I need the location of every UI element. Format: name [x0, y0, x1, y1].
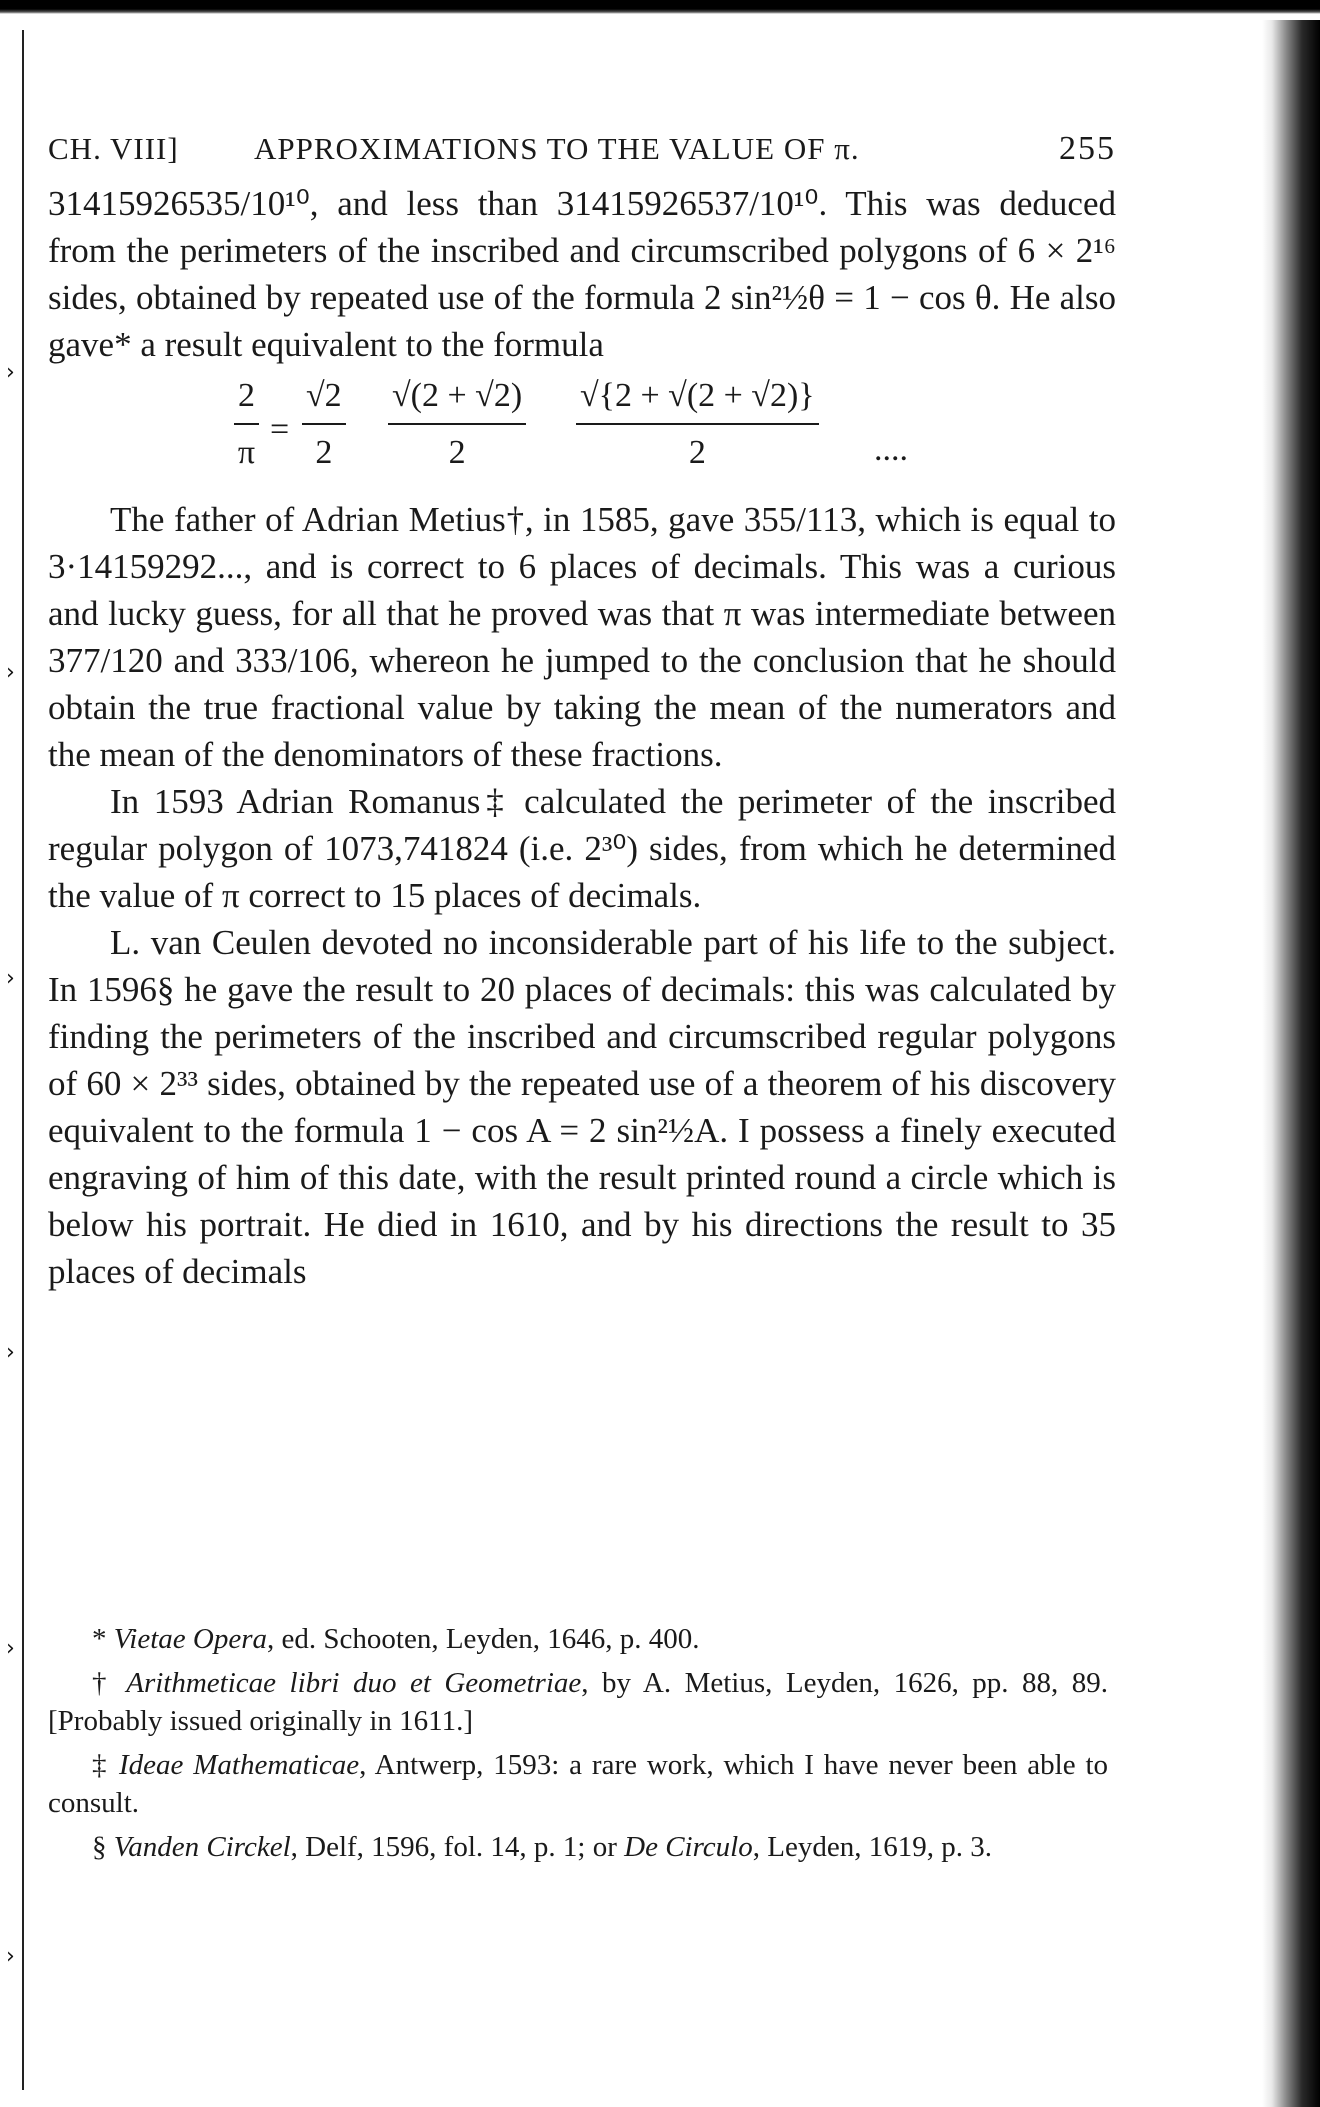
footnote-4-title: Vanden Circkel — [113, 1831, 291, 1863]
footnote-4-title-2: De Circulo — [624, 1831, 753, 1863]
paragraph-continuation: 31415926535/10¹⁰, and less than 31415926537/10¹⁰. This was deduced from the perimeters of the inscribed and circumscribed polygons of 6 × 2¹⁶ sides, obtained by repeated use of the formula 2 sin²½θ = 1 − cos θ. He also gave* a result equivalent to the formula — [48, 184, 1116, 364]
formula-equals: = — [270, 411, 290, 448]
margin-arrow-icon: › — [6, 360, 15, 385]
footnotes — [48, 1620, 1108, 1872]
page-body — [48, 130, 1116, 1295]
running-head — [48, 130, 1116, 174]
formula-fraction-1: $\frac{√2}{2}$ — [302, 372, 346, 476]
chapter-label: CH. VIII] — [48, 131, 179, 166]
paragraph-metius: The father of Adrian Metius†, in 1585, gave 355/113, which is equal to 3·14159292..., and is correct to 6 places of decimals. This was a curious and lucky guess, for all that he proved was that π was intermediate between 377/120 and 333/106, whereon he jumped to the conclusion that he should obtain the true fractional value by taking the mean of the numerators and the mean of the denominators of these fractions. — [48, 500, 1116, 774]
formula-lhs-fraction: $\frac{2}{\pi}$ — [234, 372, 259, 476]
footnote-2: † Arithmeticae libri duo et Geometriae, by A. Metius, Leyden, 1626, pp. 88, 89. [Probably issued originally in 1611.] — [48, 1667, 1109, 1737]
footnote-4: § Vanden Circkel, Delf, 1596, fol. 14, p. 1; or De Circulo, Leyden, 1619, p. 3. — [92, 1831, 992, 1863]
paragraph-romanus: In 1593 Adrian Romanus‡ calculated the perimeter of the inscribed regular polygon of 1073,741824 (i.e. 2³⁰) sides, from which he determined the value of π correct to 15 places of decimals. — [48, 782, 1116, 915]
paragraph-van-ceulen: L. van Ceulen devoted no inconsiderable part of his life to the subject. In 1596§ he gave the result to 20 places of decimals: this was calculated by finding the perimeters of the inscribed and circumscribed regular polygons of 60 × 2³³ sides, obtained by the repeated use of a theorem of his discovery equivalent to the formula 1 − cos A = 2 sin²½A. I possess a finely executed engraving of him of this date, with the result printed round a circle which is below his portrait. He died in 1610, and by his directions the result to 35 places of decimals — [48, 923, 1116, 1291]
main-text — [48, 180, 1116, 1295]
footnote-2-title: Arithmeticae libri duo et Geometriae — [126, 1667, 582, 1699]
formula-fraction-3: $\frac{√\{2 + √(2 + √2)\}}{2}$ — [576, 372, 819, 476]
display-formula — [48, 372, 1116, 494]
formula-ellipsis: .... — [874, 431, 908, 468]
scan-top-edge — [0, 0, 1320, 14]
footnote-3: ‡ Ideae Mathematicae, Antwerp, 1593: a rare work, which I have never been able to consult. — [48, 1749, 1109, 1819]
margin-arrow-icon: › — [6, 1636, 15, 1661]
scan-right-edge — [1262, 20, 1320, 2107]
footnote-1-title: Vietae Opera — [113, 1623, 268, 1655]
margin-arrow-icon: › — [6, 1944, 15, 1969]
footnote-3-title: Ideae Mathematicae — [119, 1749, 360, 1781]
footnote-1: * Vietae Opera, ed. Schooten, Leyden, 1646, p. 400. — [92, 1623, 700, 1655]
running-title: APPROXIMATIONS TO THE VALUE OF π. — [254, 131, 860, 166]
formula-fraction-2: $\frac{√(2 + √2)}{2}$ — [388, 372, 526, 476]
margin-arrow-icon: › — [6, 966, 15, 991]
page-number: 255 — [1059, 130, 1116, 167]
margin-rule — [22, 30, 24, 2090]
margin-arrow-icon: › — [6, 660, 15, 685]
margin-arrow-icon: › — [6, 1340, 15, 1365]
